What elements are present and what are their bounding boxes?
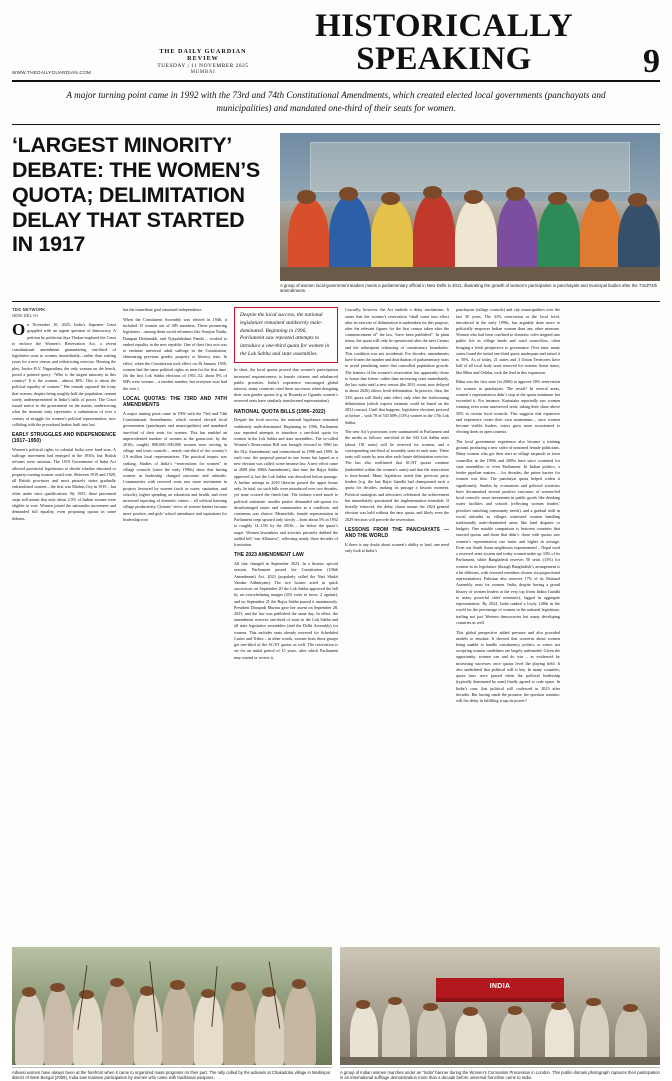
paragraph: On November 10, 2025, India’s Supreme Court grappled with an urgent question of democracy. A petition by politician Jaya Thakur implored the Court to enforce the Women’s Reservation Act, a recent constitutional amendment guaranteeing one-third of legislative seats to women, immediately—rather than waiting years for a new census and redistricting exercise. Hearing the plea, Justice B.V. Nagarathna, the only woman on the bench, posed a pointed query: “Who is the largest minority in this country? It is the woman... almost 48%. This is about the political equality of women.” Her remark captured the irony that women, despite being roughly half the population, remain sorely underrepresented in India’s halls of power. The Court issued notice to the government on the matter, underscoring what the moment truly represents: a culmination of over a century of struggle for women’s political representation, now colliding with the procedural brakes built into law.	[12, 320, 116, 427]
paragraph: Despite the local success, the national legislature remained stubbornly male-dominated. Beginning in 1996, Parliament saw repeated attempts to introduce a one-third quota for women in the Lok Sabha and state assemblies. The so-called Women’s Reservation Bill was brought forward in 1996 (as the 81st Amendment) and reintroduced in 1998 and 1999. In each case, the proposal passed in one house but lapsed as a new election was called; some became law. A new effort came in 2008 (the 108th Amendment), that time the Rajya Sabha approved it, but the Lok Sabha was dissolved before passage. A further attempt in 2010 likewise passed the upper house only. In total, six such bills were introduced over two decades, yet none crossed the finish line. The failures owed much to political stalemate: smaller parties demanded sub-quotas for disadvantaged castes and communities as a condition, and consensus was elusive. Meanwhile, female representation in Parliament crept upward only slowly – from about 5% in 1952 to roughly 14–15% by the 2010s – far below the quota’s target. Women lawmakers and activists privately dubbed the stalled bill “our Albatross”, reflecting nearly three decades of frustration.	[234, 417, 338, 548]
footer-caption-1: Adivasi women have always been at the forefront when it came to organized mass programs on their part. The rally called by the adivasis at Chakadoba village in Medinipur district of West Bengal (2009), India saw massive participation by women who came with traditional weapons.	[12, 1067, 332, 1081]
paragraph: The new Act’s provisions were summarized in Parliament and the media as follows: one-third of the 543 Lok Sabha seats (about 181 seats) will be reserved for women, and a corresponding one-third of assembly seats in each state. These seats will rotate by area after each future delimitation exercise. The law also reaffirmed that SC/ST quotas continue (embedded within the women’s seats) and that the reservation is time-bound. Many legislators noted that previous party leaders (e.g. the late Rajiv Gandhi had championed such a quota for decades, making its passage a historic moment. Political strategists and advocates celebrated the achievement but immediately questioned the implementation timetable. If literally enforced, the delay clause means the 2024 general election was held without the new quota, and likely even the 2029 election will precede the reservation.	[345, 429, 449, 522]
byline-location: NEW DEL HI	[12, 313, 38, 319]
column-2	[123, 307, 227, 941]
column-5	[456, 307, 560, 941]
footer-image-1	[12, 947, 332, 1065]
footer-figures	[12, 947, 660, 1081]
publication-name: THE DAILY GUARDIAN REVIEW	[159, 48, 247, 62]
byline	[12, 307, 116, 319]
hero-figure	[280, 133, 660, 295]
subhead-lessons-from-panchayats: LESSONS FROM THE PANCHAYATS — AND THE WORLD	[345, 526, 449, 539]
footer-figure-2	[340, 947, 660, 1081]
footer-image-2	[340, 947, 660, 1065]
paragraph: In short, the local quotas proved that women’s participation increased responsiveness to female citizens and rebalanced public priorities. India’s experience encouraged global interest; many countries cited these successes when designing their own gender quotas (e.g. in Rwanda or Uganda, women’s reserved seats have similarly transformed representation).	[234, 367, 338, 404]
column-4	[345, 307, 449, 941]
column-1	[12, 307, 116, 941]
hero-caption: A group of women local-government leaders meets a parliamentary official in New Delhi in 2011, illustrating the growth of women’s participation in panchayats and municipal bodies after the 73rd/74th amendments.	[280, 282, 658, 294]
footer-figure-1	[12, 947, 332, 1081]
article-headline: ‘LARGEST MINORITY’ DEBATE: THE WOMEN’S QUOTA; DELIMITATION DELAY THAT STARTED IN 1917	[12, 132, 260, 257]
footer-caption-2: A group of Indian women marches under an “India” banner during the Women’s Coronation Procession in London. This public-domain photograph captures their participation in an international suffrage demonstration more than a decade before universal franchise came to India.	[340, 1067, 660, 1081]
paragraph: All that changed in September 2023. In a historic special session, Parliament passed the Constitution (106th Amendment) Act, 2023 (popularly called the Nari Shakti Vandan Adhiniyam). The two houses acted in quick succession: on September 20 the Lok Sabha approved the bill by an overwhelming margin (454 votes in favor, 2 against), and on September 21 the Rajya Sabha passed it unanimously. President Droupadi Murmu gave her assent on September 28, 2023, and the law was published the same day. In effect, the amendment reserves one-third of seats in the Lok Sabha and all state legislative assemblies (and the Delhi Assembly) for women. This includes seats already reserved for Scheduled Castes and Tribes – in other words, women from those groups get one-third of the SC/ST quotas as well. The reservation is set for an initial period of 15 years, after which Parliament may extend or review it.	[234, 561, 338, 660]
paragraph: Crucially, however, the Act embeds a delay mechanism. It states that the women’s reservation “shall come into effect after an exercise of delimitation is undertaken for this purpose, after the relevant figures for the first census taken after the commencement of” the law, “have been published”. In plain terms, the quota will only be operational after the next Census and the subsequent redrawing of constituency boundaries. This condition was not accidental. For decades, amendments have frozen the number and distribution of parliamentary seats to avoid penalizing states that controlled population growth. The framers of the women’s reservation law apparently chose to honor that freeze: rather than increasing seats immediately, the law waits until a new census (the 2031 count, now delayed to about 2026) allows fresh delimitation. In practice, then, the 33% quota will likely take effect only after the forthcoming delimitation (which experts estimate could be based on the 2031 census). Until that happens, legislative elections proceed as before – with 78 of 543 MPs (13%) women in the 17th Lok Sabha.	[345, 307, 449, 425]
pullquote: Despite the local success, the national legislature remained stubbornly male-dominated. Beginning in 1996, Parliament saw repeated attempts to introduce a one-third quota for women in the Lok Sabha and state assemblies.	[234, 307, 338, 363]
page-number: 9	[643, 42, 660, 80]
subhead-national-quota-bills: NATIONAL QUOTA BILLS (1996–2022)	[234, 408, 326, 415]
paragraph: This global perspective added pressure and also provided models to emulate. It showed that concerns about women being unable to handle constituency politics or voters not accepting women candidates are largely unfounded. Given the opportunity, women can and do win – as evidenced by increasing successes once quotas level the playing field. It also underlined that political will is key. In many countries, quota laws were passed when the political leadership (typically dominated by men) finally agreed to cede space. In India’s case, that political will coalesced in 2023 after decades. But having made the promise, the question remains: will the delay in fulfilling it sap its power?	[456, 629, 560, 704]
procession-banner: INDIA	[436, 978, 564, 998]
paragraph: panchayats (village councils) and city municipalities over the last 30 years. The 33% reservation at the local level, introduced in the early 1990s, has arguably done more to politically empower Indian women than any other measure. Women who had been confined to domestic roles stepped into public life as village heads and ward councillors, often bringing a fresh perspective to governance. Over time, many states found the initial one-third quota inadequate and raised it to 50%. As of today, 21 states and 3 Union Territories have half of all local body seats reserved for women. Some states, like Bihar and Odisha, took the lead in this expansion.	[456, 307, 560, 375]
paragraph: When the Constituent Assembly was elected in 1946, it included 15 women out of 389 members. These pioneering legislators – among them social reformers like Sarojini Naidu, Dampati Deshmukh, and Vijayalakshmi Pandit – worked to embed equality in the new republic. One of their first acts was to enshrine universal adult suffrage in the Constitution, eliminating previous gender, property or literacy tests. In effect, when the Constitution took effect on 26 January 1950, women had the same political rights as men for the first time. (In the first Lok Sabha elections of 1951–52, about 8% of MPs were women – a modest number, but everyone now had the vote.)	[123, 317, 227, 391]
subhead-early-struggles: EARLY STRUGGLES AND INDEPENDENCE (1917–1950)	[12, 432, 116, 445]
byline-name: TDG NETWORK	[12, 307, 46, 313]
column-3	[234, 307, 338, 941]
paragraph: If there is any doubt about women’s ability to lead, one need only look at India’s	[345, 541, 449, 553]
section-title: HISTORICALLY SPEAKING	[315, 8, 573, 77]
article-body	[12, 301, 660, 941]
paragraph: but the immediate goal remained independence.	[123, 307, 203, 313]
masthead	[12, 10, 660, 82]
publication-date: TUESDAY | 11 NOVEMBER 2025	[157, 63, 249, 69]
masthead-publication-block	[144, 10, 262, 77]
paragraph: Bihar was the first state (in 2006) to approve 50% reservation for women in panchayats. The result? In several areas, women’s representation didn’t stop at the quota minimum but exceeded it. For instance, Karnataka reportedly saw women winning even some unreserved seats, taking their share above 50% in certain local councils. This suggests that expansive and experience create their own momentum – once women become visible leaders, voters grow more accustomed to electing them in open contests.	[456, 379, 560, 435]
standfirst: A major turning point came in 1992 with the 73rd and 74th Constitutional Amendments, which created elected local governments (panchayats and municipalities) and mandated one-third of their seats for women.	[12, 82, 660, 125]
paragraph: Women’s political rights in colonial India were hard-won. A suffrage movement had emerged in the 1910s, but British reforms were cautious. The 1919 Government of India Act allowed provincial legislatures to decide whether educated or property-owning women could vote. Between 1919 and 1929, all British provinces and most princely states gradually enfranchised women – the first was Madras City in 1919 – but often under strict qualifications. By 1935, these piecemeal steps still meant that only about 2.5% of Indian women were eligible to vote. Women joined the nationalist movement and demanded full equality, even proposing quotas in some debates,	[12, 447, 116, 521]
paragraph: The local government experience also became a training ground, producing a new cadre of seasoned female politicians. Many women who got their start as village sarpanch or town councillor in the 1990s and 2000s have since contested for state assemblies or even Parliament. In Indian politics, a feeder pipeline matters – for decades, the prime barrier for women was thin. The panchayat quota helped widen it significantly. Studies by economists and political scientists have documented several positive outcomes of women-led local councils: more investment in public goods like drinking water facilities and schools (reflecting women leaders’ priorities matching community needs), and a gradual shift in social attitudes as villages witnessed women handling traditionally male-dominated areas like land disputes or budgets. One notable comparison is between countries that enacted quotas and those that didn’t: those with quotas saw women’s representation rise faster and higher in average. Even our South Asian neighbours experimented – Nepal used a reserved seats system and today women make up 33% of its Parliament, while Bangladesh reserves 50 seats (13%) for women in its legislature (though Bangladesh’s arrangement is a bit different, with reserved members chosen via proportional representation). Pakistan also reserves 17% of its National Assembly seats for women. India, despite having a proud history of women leaders at the very top (from Indira Gandhi to many powerful chief ministers), lagged in aggregate representation. By 2022, India ranked a lowly 148th in the world for the percentage of women in the national legislature, trailing not just Western democracies but many developing countries as well.	[456, 438, 560, 625]
subhead-local-quotas: LOCAL QUOTAS: THE 73RD AND 74TH AMENDMENTS	[123, 395, 227, 409]
masthead-website[interactable]: WWW.THEDAILYGUARDIAN.COM	[12, 70, 92, 75]
publication-city: MUMBAI	[190, 70, 216, 75]
headline-row	[12, 133, 660, 295]
paragraph: A major turning point came in 1992 with the 73rd and 74th Constitutional Amendments, which created elected local governments (panchayats and municipalities) and mandated one-third of their seats for women. This has enabled an unprecedented number of women at the grassroots: by the 2010s, roughly 800,000–900,000 women were serving in village and town councils – nearly one-third of the country’s 2.9 million local representatives. The practical impact was striking. Studies of India’s “reservations for women” in village councils (since the early 1990s) show that having women in leadership changed outcomes and attitudes. Communities with reserved seats saw more investment in projects favoured by women (such as water, sanitation, and schools), higher spending on education and health, and even increased reporting of domestic crimes – all without harming village productivity. Citizens’ views of women leaders became more positive, and girls’ school attendance and aspirations for leadership rose.	[123, 410, 227, 522]
subhead-2023-amendment-law: THE 2023 AMENDMENT LAW	[234, 552, 304, 559]
hero-image	[280, 133, 660, 281]
